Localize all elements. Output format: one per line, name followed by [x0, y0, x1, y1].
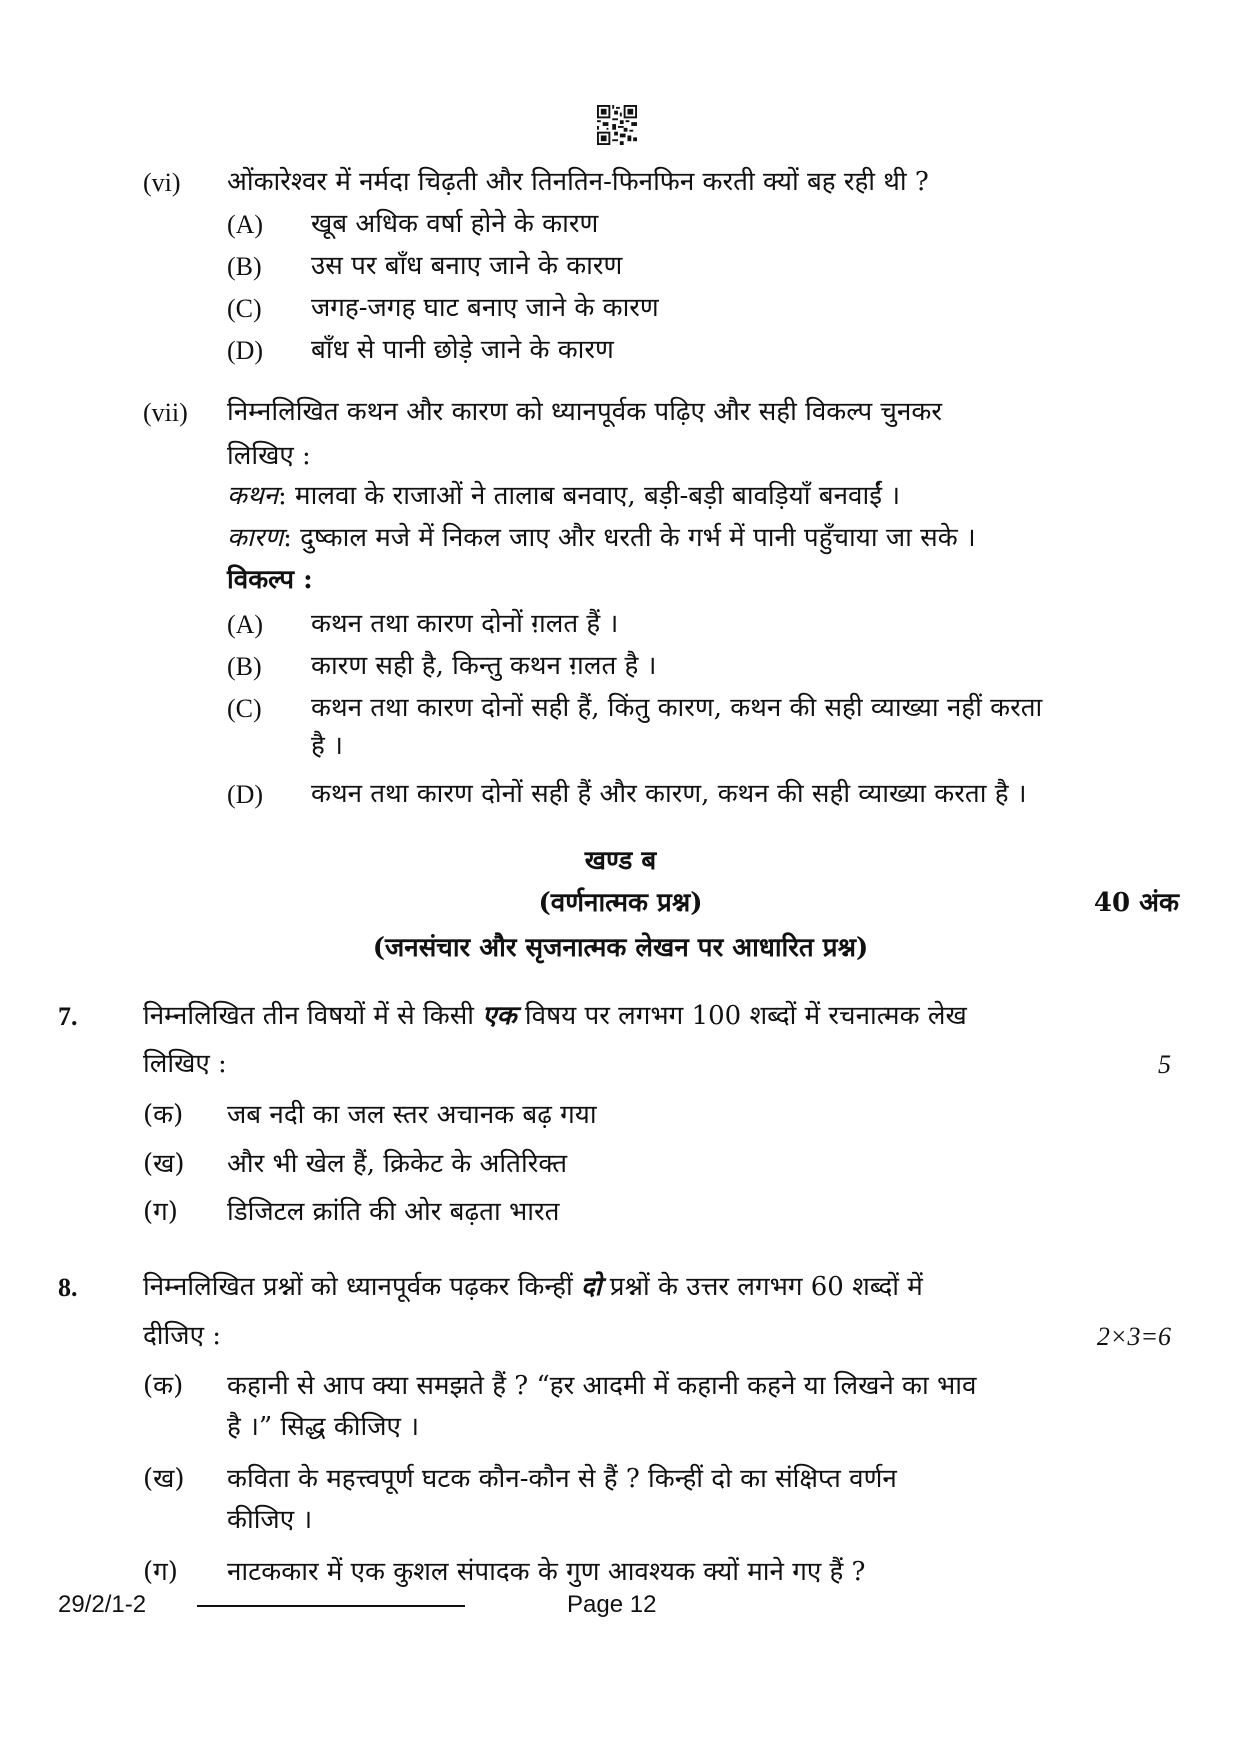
option-text: बाँध से पानी छोड़े जाने के कारण	[311, 335, 614, 365]
section-title: खण्ड ब	[584, 846, 657, 876]
text-part: निम्नलिखित तीन विषयों में से किसी	[143, 1001, 475, 1031]
footer-rule	[197, 1605, 465, 1607]
question-text: निम्नलिखित कथन और कारण को ध्यानपूर्वक पढ़िए और सही विकल्प चुनकर	[227, 397, 942, 427]
emphasis-word: दो	[580, 1272, 602, 1302]
option-text: कहानी से आप क्या समझते हैं ? “हर आदमी में कहानी कहने या लिखने का भाव	[227, 1371, 977, 1401]
question-number: 8.	[58, 1273, 78, 1302]
option-label: (B)	[227, 252, 262, 281]
option-label: (ख)	[143, 1149, 185, 1179]
option-label: (A)	[227, 610, 264, 639]
option-text-continued: है ।	[311, 731, 343, 761]
text-part: प्रश्नों के उत्तर लगभग 60 शब्दों में	[609, 1272, 923, 1302]
option-label: (ग)	[143, 1557, 178, 1587]
reason-text: : दुष्काल मजे में निकल जाए और धरती के गर्भ में पानी पहुँचाया जा सके ।	[283, 523, 976, 553]
option-text: खूब अधिक वर्षा होने के कारण	[311, 209, 599, 239]
option-text: कारण सही है, किन्तु कथन ग़लत है ।	[311, 651, 657, 681]
option-text: कविता के महत्त्वपूर्ण घटक कौन-कौन से हैं ? किन्हीं दो का संक्षिप्त वर्णन	[227, 1464, 897, 1494]
option-label: (क)	[143, 1100, 184, 1130]
section-subheading: (जनसंचार और सृजनात्मक लेखन पर आधारित प्रश्न)	[372, 933, 869, 963]
question-text	[143, 997, 967, 1035]
assertion-line	[227, 477, 900, 515]
option-label: (D)	[227, 336, 264, 365]
question-number: (vi)	[143, 168, 181, 197]
question-text	[143, 1268, 923, 1306]
text-part: निम्नलिखित प्रश्नों को ध्यानपूर्वक पढ़कर किन्हीं	[143, 1272, 573, 1302]
question-text: लिखिए :	[227, 441, 311, 471]
option-text: नाटककार में एक कुशल संपादक के गुण आवश्यक क्यों माने गए हैं ?	[227, 1557, 866, 1587]
options-heading: विकल्प :	[227, 565, 313, 595]
section-marks: 40 अंक	[1093, 888, 1179, 918]
question-marks: 5	[1158, 1050, 1171, 1079]
option-text-continued: कीजिए ।	[227, 1505, 313, 1535]
paper-code: 29/2/1-2	[58, 1591, 147, 1618]
assertion-label: कथन	[227, 481, 279, 511]
emphasis-word: एक	[482, 1001, 517, 1031]
question-text: ओंकारेश्वर में नर्मदा चिढ़ती और तिनतिन-फिनफिन करती क्यों बह रही थी ?	[227, 167, 929, 197]
option-text: जब नदी का जल स्तर अचानक बढ़ गया	[227, 1100, 597, 1130]
reason-line	[227, 519, 976, 557]
page-number: Page 12	[567, 1591, 657, 1618]
question-number: 7.	[58, 1002, 78, 1031]
question-marks: 2×3=6	[1096, 1322, 1171, 1351]
option-label: (A)	[227, 210, 264, 239]
question-number: (vii)	[143, 398, 188, 427]
option-text: और भी खेल हैं, क्रिकेट के अतिरिक्त	[227, 1149, 568, 1179]
option-text: उस पर बाँध बनाए जाने के कारण	[311, 251, 623, 281]
option-label: (C)	[227, 294, 262, 323]
option-label: (ग)	[143, 1197, 178, 1227]
option-label: (D)	[227, 780, 264, 809]
option-label: (ख)	[143, 1464, 185, 1494]
option-label: (B)	[227, 652, 262, 681]
option-text: कथन तथा कारण दोनों ग़लत हैं ।	[311, 609, 619, 639]
question-text: दीजिए :	[143, 1321, 221, 1351]
option-text: डिजिटल क्रांति की ओर बढ़ता भारत	[227, 1197, 560, 1227]
section-subtitle: (वर्णनात्मक प्रश्न)	[538, 888, 703, 918]
option-label: (C)	[227, 694, 262, 723]
assertion-text: : मालवा के राजाओं ने तालाब बनवाए, बड़ी-बड़ी बावड़ियाँ बनवाईं ।	[278, 481, 901, 511]
option-label: (क)	[143, 1371, 184, 1401]
option-text-continued: है ।” सिद्ध कीजिए ।	[227, 1412, 420, 1442]
option-text: जगह-जगह घाट बनाए जाने के कारण	[311, 293, 659, 323]
reason-label: कारण	[227, 523, 284, 553]
qr-code	[597, 105, 637, 145]
option-text: कथन तथा कारण दोनों सही हैं, किंतु कारण, कथन की सही व्याख्या नहीं करता	[311, 693, 1043, 723]
question-text: लिखिए :	[143, 1049, 227, 1079]
option-text: कथन तथा कारण दोनों सही हैं और कारण, कथन की सही व्याख्या करता है ।	[311, 779, 1027, 809]
text-part: विषय पर लगभग 100 शब्दों में रचनात्मक लेख	[524, 1001, 967, 1031]
